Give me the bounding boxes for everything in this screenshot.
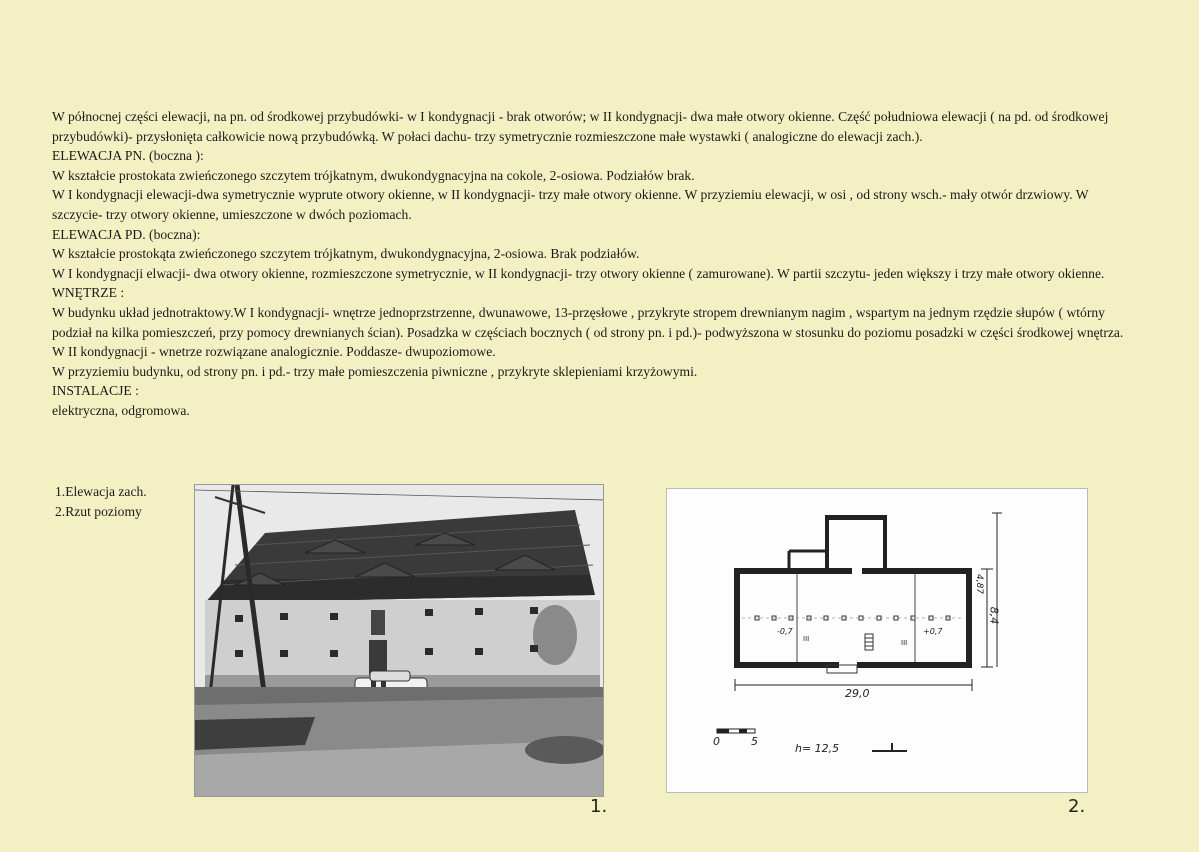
heading-north-facade: ELEWACJA PN. (boczna ):: [52, 148, 204, 164]
mark-left: III: [803, 635, 810, 643]
figure-captions: [55, 482, 147, 521]
floor-plan-drawing: [666, 488, 1088, 793]
heading-interior: WNĘTRZE :: [52, 285, 125, 301]
plan-length-label: 29,0: [845, 687, 870, 700]
heading-installations: INSTALACJE :: [52, 383, 139, 399]
heading-south-facade: ELEWACJA PD. (boczna):: [52, 226, 201, 242]
plan-width-label: 8,4: [987, 606, 1001, 625]
barn-photo-illustration: [195, 485, 604, 797]
paragraph-installations: elektryczna, odgromowa.: [52, 402, 190, 418]
description-text: [52, 107, 1132, 421]
paragraph-north-openings: W I kondygnacji elewacji-dwa symetrycznie wyprute otwory okienne, w II kondygnacji- trzy małe otwory okienne. W przyziemiu elewacji, w osi , od strony wsch.- mały otwór drzwiowy. W szczycie- trzy otwory okienne, umieszczone w dwóch poziomach.: [52, 187, 1089, 222]
barn-photograph: [194, 484, 604, 797]
paragraph-south-openings: W I kondygnacji elwacji- dwa otwory okienne, rozmieszczone symetrycznie, w II kondygnacji- trzy otwory okienne ( zamurowane). W partii szczytu- jeden większy i trzy małe otwory okienne.: [52, 265, 1105, 281]
scale-five-label: 5: [751, 735, 758, 748]
figure-2-number: 2.: [1068, 796, 1086, 817]
paragraph-north-shape: W kształcie prostokata zwieńczonego szczytem trójkatnym, dwukondygnacyjna na cokole, 2-osiowa. Podziałów brak.: [52, 167, 695, 183]
level-right-label: +0,7: [923, 627, 943, 636]
paragraph-interior: W budynku układ jednotraktowy.W I kondygnacji- wnętrze jednoprzstrzenne, dwunawowe, 13-przęsłowe , przykryte stropem drewnianym nagim , wspartym na jednym rzędzie słupów ( wtórny podział na kilka pomieszczeń, przy pomocy drewnianych ścian). Posadzka w częściach bocznych ( od strony pn. i pd.)- podwyższona w stosunku do poziomu posadzki w części środkowej wnętrza. W II kondygnacji - wnetrze rozwiązane analogicznie. Poddasze- dwupoziomowe.: [52, 304, 1124, 360]
paragraph-cellars: W przyziemiu budynku, od strony pn. i pd.- trzy małe pomieszczenia piwniczne , przykryte sklepieniami krzyżowymi.: [52, 363, 698, 379]
scale-zero-label: 0: [713, 735, 720, 748]
paragraph-west-facade-cont: W północnej części elewacji, na pn. od środkowej przybudówki- w I kondygnacji - brak otworów; w II kondygnacji- dwa małe otwory okienne. Część południowa elewacji ( na pd. od środkowej przybudówki)- przysłonięta całkowicie nową przybudówką. W połaci dachu- trzy symetrycznie rozmieszczone małe wystawki ( analogiczne do elewacji zach.).: [52, 109, 1109, 144]
height-label: h= 12,5: [795, 742, 840, 755]
level-left-label: -0,7: [777, 627, 793, 636]
mark-right: III: [901, 639, 908, 647]
caption-west-facade: 1.Elewacja zach.: [55, 484, 147, 499]
caption-floor-plan: 2.Rzut poziomy: [55, 503, 142, 519]
floor-plan-illustration: [667, 489, 1088, 793]
figure-1-number: 1.: [590, 796, 608, 817]
paragraph-south-shape: W kształcie prostokąta zwieńczonego szczytem trójkatnym, dwukondygnacyjna, 2-osiowa. Brak podziałów.: [52, 246, 640, 262]
plan-side-label: 4,87: [974, 573, 985, 595]
